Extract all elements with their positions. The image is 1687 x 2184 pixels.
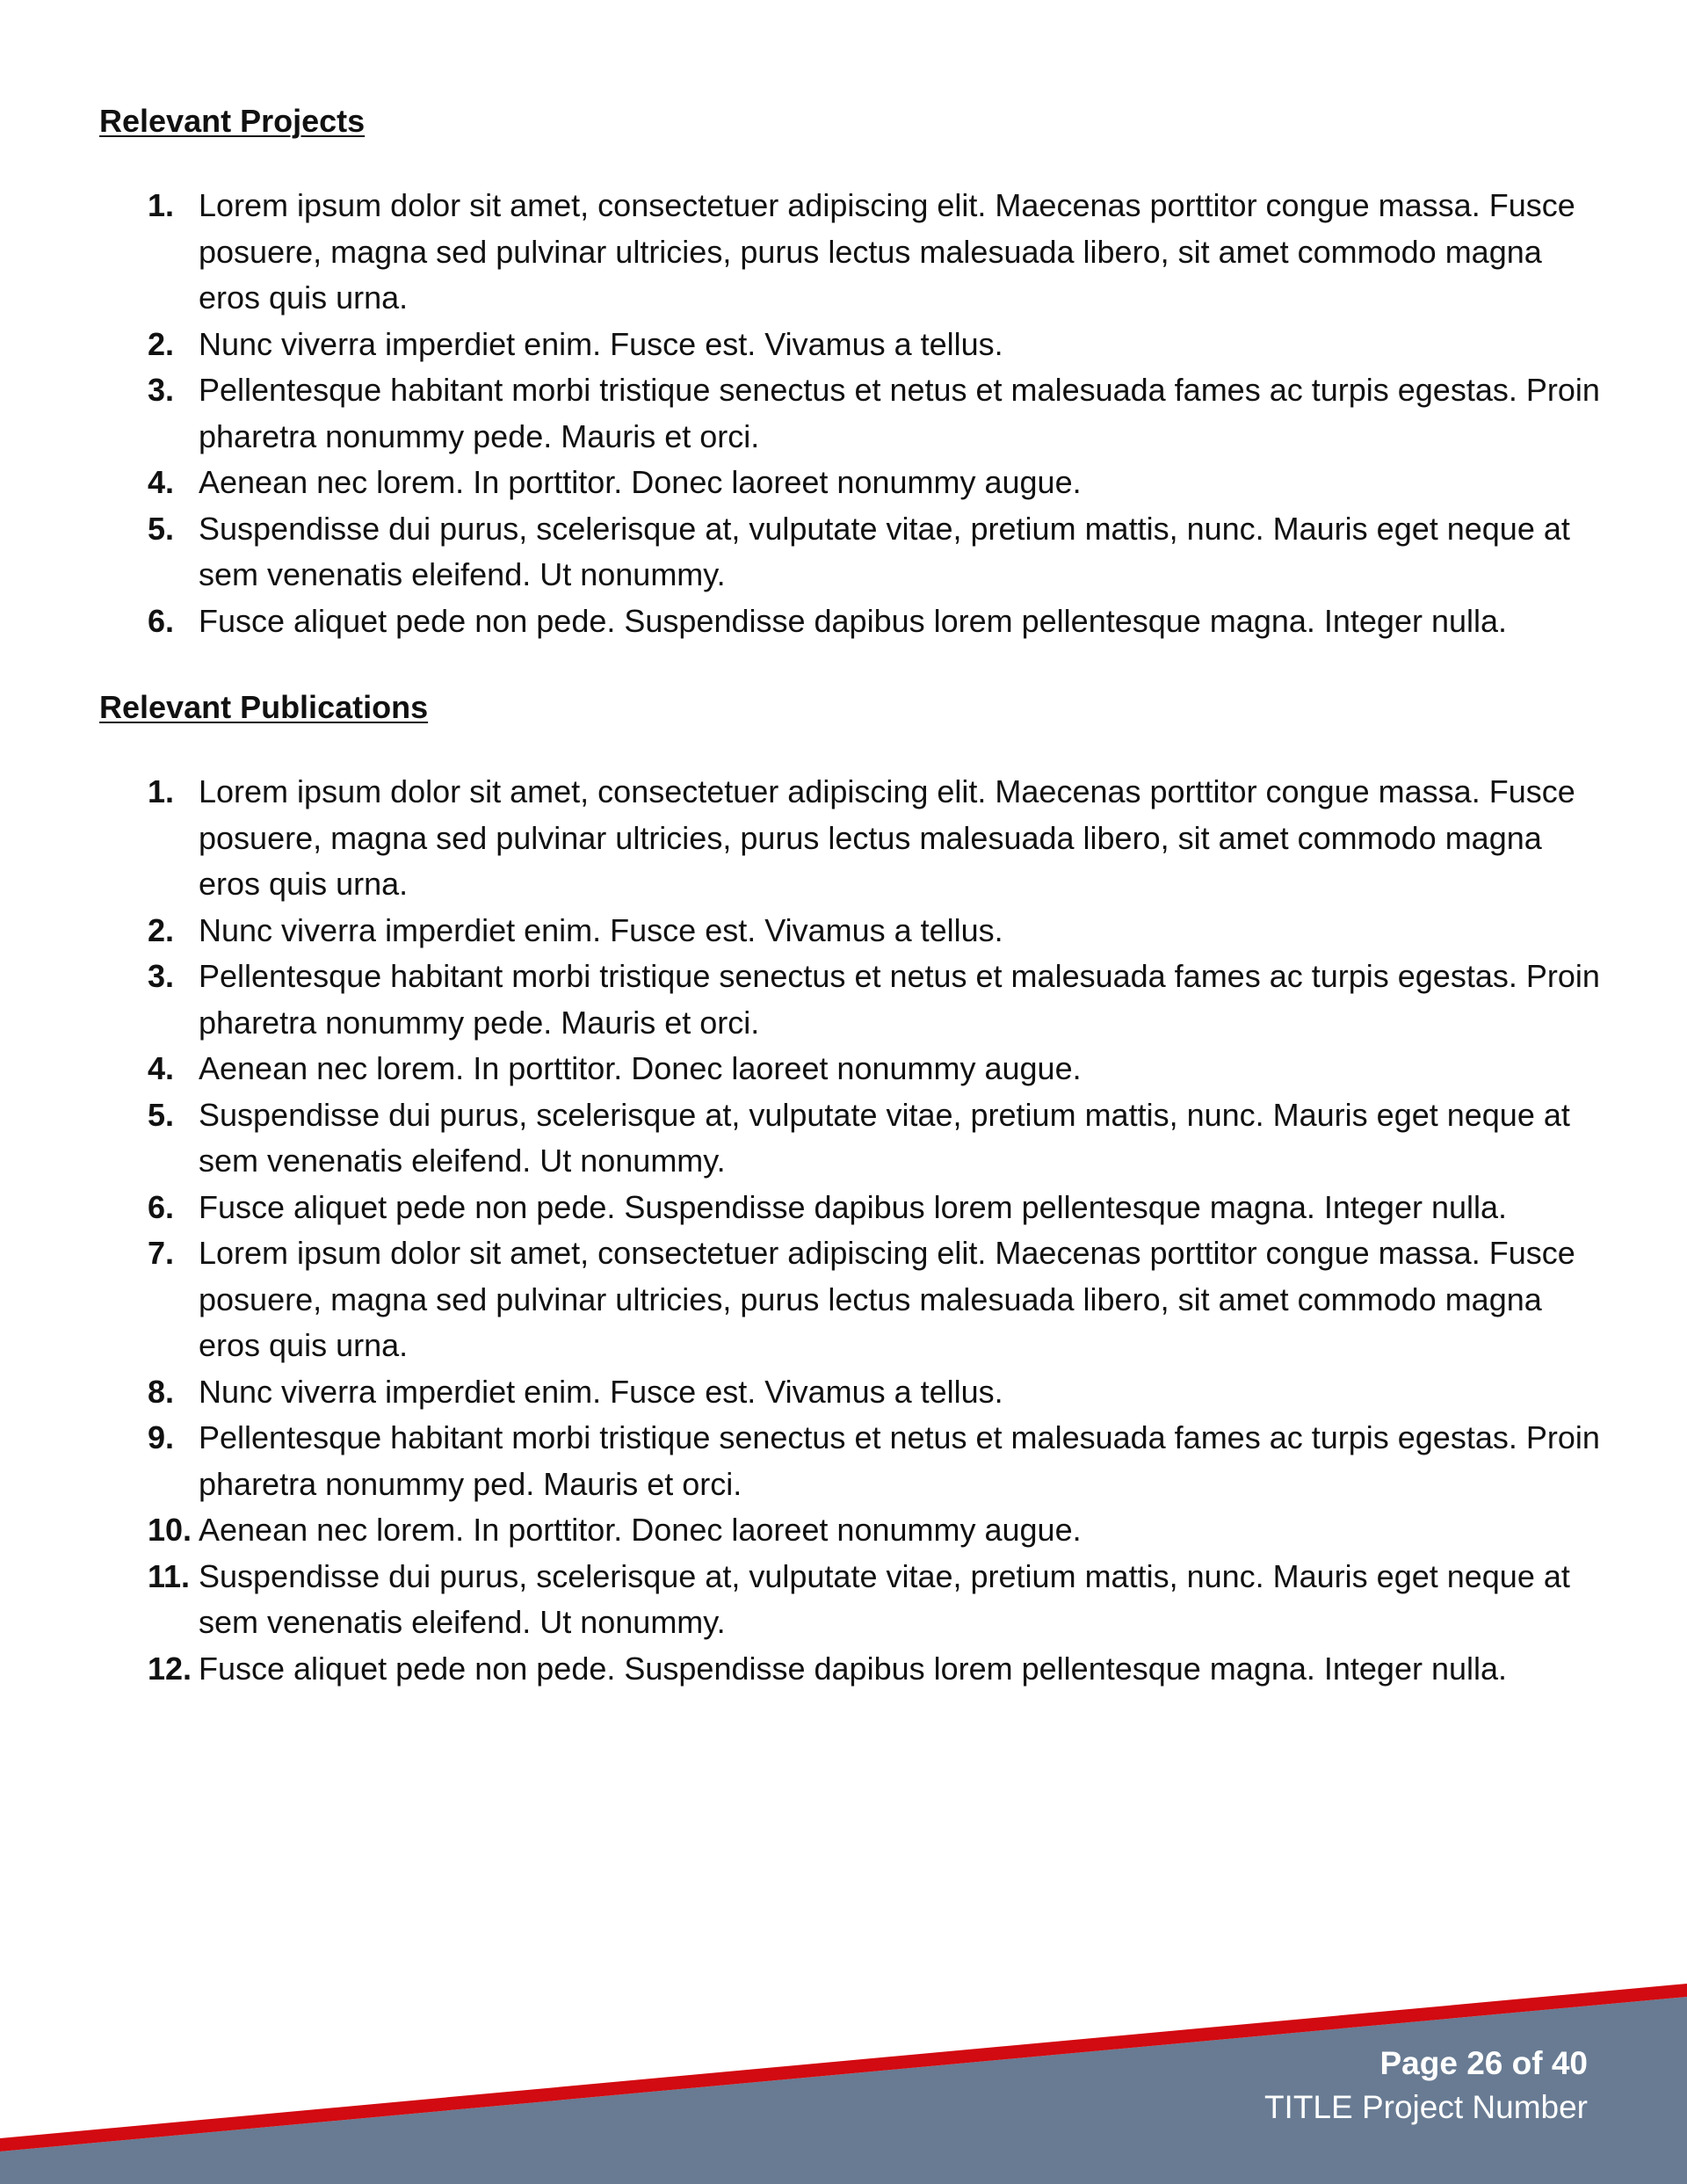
list-item-number: 2. bbox=[148, 325, 175, 362]
list-item-number: 11. bbox=[148, 1557, 191, 1594]
footer-project-title: TITLE Project Number bbox=[1263, 2089, 1588, 2125]
list-item-number: 6. bbox=[148, 1188, 175, 1225]
list-item-number: 1. bbox=[148, 773, 175, 809]
list-item bbox=[0, 183, 1604, 322]
list-item-text: Suspendisse dui purus, scelerisque at, vulputate vitae, pretium mattis, nunc. Mauris eget neque at sem venenatis eleifend. Ut nonummy. bbox=[199, 1096, 1570, 1179]
list-item-number: 6. bbox=[148, 602, 175, 639]
list-item-number: 8. bbox=[148, 1373, 175, 1410]
list-item-text: Aenean nec lorem. In porttitor. Donec laoreet nonummy augue. bbox=[199, 464, 1082, 500]
section-heading-relevant-projects: Relevant Projects bbox=[99, 103, 366, 139]
list-item bbox=[0, 1369, 1604, 1416]
list-item-number: 9. bbox=[148, 1419, 175, 1455]
list-item-text: Fusce aliquet pede non pede. Suspendisse dapibus lorem pellentesque magna. Integer nulla. bbox=[199, 1188, 1508, 1225]
list-item-text: Aenean nec lorem. In porttitor. Donec laoreet nonummy augue. bbox=[199, 1512, 1082, 1548]
list-item-text: Fusce aliquet pede non pede. Suspendisse dapibus lorem pellentesque magna. Integer nulla. bbox=[199, 1650, 1508, 1687]
list-item bbox=[0, 1230, 1604, 1369]
list-item-number: 4. bbox=[148, 464, 175, 500]
list-item bbox=[0, 1185, 1604, 1231]
list-item-text: Lorem ipsum dolor sit amet, consectetuer adipiscing elit. Maecenas porttitor congue massa. Fusce posuere, magna sed pulvinar ultricies, purus lectus malesuada libero, sit amet commodo magna eros quis urna. bbox=[199, 187, 1575, 316]
list-item-number: 3. bbox=[148, 372, 175, 408]
relevant-projects-list bbox=[0, 183, 1687, 644]
list-item bbox=[0, 1092, 1604, 1185]
section-heading-relevant-publications: Relevant Publications bbox=[99, 689, 429, 725]
list-item bbox=[0, 1415, 1604, 1507]
list-item bbox=[0, 322, 1604, 368]
list-item-text: Suspendisse dui purus, scelerisque at, vulputate vitae, pretium mattis, nunc. Mauris eget neque at sem venenatis eleifend. Ut nonummy. bbox=[199, 510, 1570, 592]
list-item-text: Lorem ipsum dolor sit amet, consectetuer adipiscing elit. Maecenas porttitor congue massa. Fusce posuere, magna sed pulvinar ultricies, purus lectus malesuada libero, sit amet commodo magna eros quis urna. bbox=[199, 1235, 1575, 1363]
list-item-text: Pellentesque habitant morbi tristique senectus et netus et malesuada fames ac turpis egestas. Proin pharetra nonummy pede. Mauris et orci. bbox=[199, 372, 1600, 454]
list-item-number: 4. bbox=[148, 1050, 175, 1086]
list-item bbox=[0, 1646, 1604, 1693]
list-item-text: Pellentesque habitant morbi tristique senectus et netus et malesuada fames ac turpis egestas. Proin pharetra nonummy pede. Mauris et orci. bbox=[199, 958, 1600, 1041]
list-item-number: 3. bbox=[148, 958, 175, 994]
list-item-text: Nunc viverra imperdiet enim. Fusce est. Vivamus a tellus. bbox=[199, 911, 1003, 948]
list-item bbox=[0, 908, 1604, 954]
list-item bbox=[0, 769, 1604, 908]
relevant-publications-list bbox=[0, 769, 1687, 1692]
list-item-number: 5. bbox=[148, 510, 175, 547]
list-item-number: 7. bbox=[148, 1235, 175, 1271]
list-item-number: 2. bbox=[148, 911, 175, 948]
list-item-number: 10. bbox=[148, 1512, 192, 1548]
list-item-number: 5. bbox=[148, 1096, 175, 1133]
list-item bbox=[0, 1507, 1604, 1554]
list-item bbox=[0, 954, 1604, 1046]
list-item-text: Nunc viverra imperdiet enim. Fusce est. Vivamus a tellus. bbox=[199, 1373, 1003, 1410]
list-item-number: 12. bbox=[148, 1650, 192, 1687]
list-item bbox=[0, 599, 1604, 645]
footer-page-number: Page 26 of 40 bbox=[1379, 2045, 1588, 2081]
list-item bbox=[0, 460, 1604, 506]
list-item bbox=[0, 506, 1604, 599]
list-item-text: Pellentesque habitant morbi tristique senectus et netus et malesuada fames ac turpis egestas. Proin pharetra nonummy ped. Mauris et orci. bbox=[199, 1419, 1600, 1502]
list-item bbox=[0, 367, 1604, 460]
list-item-number: 1. bbox=[148, 187, 175, 223]
list-item bbox=[0, 1554, 1604, 1646]
list-item-text: Fusce aliquet pede non pede. Suspendisse dapibus lorem pellentesque magna. Integer nulla. bbox=[199, 602, 1508, 639]
list-item-text: Aenean nec lorem. In porttitor. Donec laoreet nonummy augue. bbox=[199, 1050, 1082, 1086]
list-item-text: Suspendisse dui purus, scelerisque at, vulputate vitae, pretium mattis, nunc. Mauris eget neque at sem venenatis eleifend. Ut nonummy. bbox=[199, 1557, 1570, 1640]
list-item bbox=[0, 1046, 1604, 1092]
list-item-text: Nunc viverra imperdiet enim. Fusce est. Vivamus a tellus. bbox=[199, 325, 1003, 362]
list-item-text: Lorem ipsum dolor sit amet, consectetuer adipiscing elit. Maecenas porttitor congue massa. Fusce posuere, magna sed pulvinar ultricies, purus lectus malesuada libero, sit amet commodo magna eros quis urna. bbox=[199, 773, 1575, 902]
